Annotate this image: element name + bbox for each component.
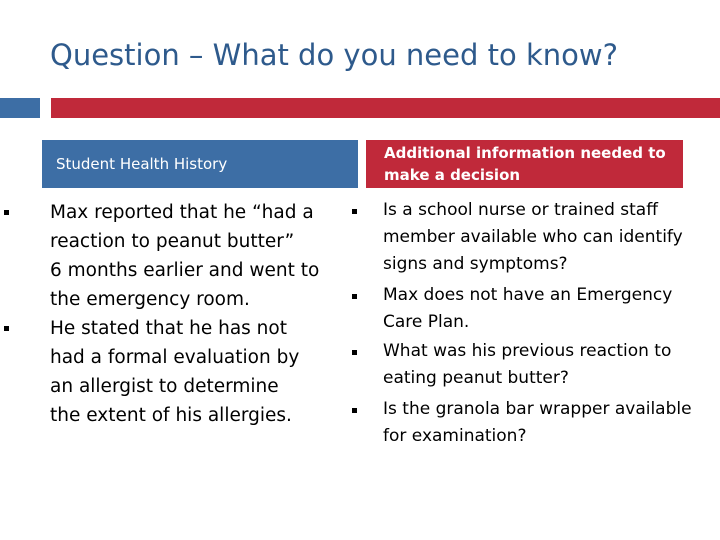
- list-item: [345, 197, 720, 278]
- square-bullet-icon: [4, 210, 9, 215]
- list-item: [345, 396, 720, 450]
- list-item-text: What was his previous reaction to eating peanut butter?: [383, 341, 672, 388]
- list-item-text: He stated that he has not had a formal evaluation by an allergist to determine the extent of his allergies.: [50, 318, 300, 426]
- accent-bar-blue: [0, 98, 40, 118]
- square-bullet-icon: [4, 326, 9, 331]
- list-item-text: Max reported that he “had a reaction to peanut butter” 6 months earlier and went to the emergency room.: [50, 202, 320, 310]
- list-item-text: Is a school nurse or trained staff member available who can identify signs and symptoms?: [383, 200, 683, 274]
- accent-bar-red: [51, 98, 720, 118]
- square-bullet-icon: [352, 408, 357, 413]
- square-bullet-icon: [352, 350, 357, 355]
- list-item-text: Max does not have an Emergency Care Plan.: [383, 285, 673, 332]
- right-column-header: [366, 140, 683, 188]
- list-item-text: Is the granola bar wrapper available for examination?: [383, 399, 692, 446]
- left-bullet-list: [0, 198, 350, 430]
- page-title: Question – What do you need to know?: [50, 38, 618, 72]
- list-item: [345, 282, 720, 336]
- list-item: [0, 198, 350, 314]
- left-column-header: [42, 140, 358, 188]
- list-item: [0, 314, 350, 430]
- list-item: [345, 338, 720, 392]
- right-header-label: Additional information needed to make a decision: [384, 144, 666, 184]
- square-bullet-icon: [352, 209, 357, 214]
- right-bullet-list: [345, 197, 720, 454]
- square-bullet-icon: [352, 294, 357, 299]
- left-header-label: Student Health History: [56, 155, 228, 173]
